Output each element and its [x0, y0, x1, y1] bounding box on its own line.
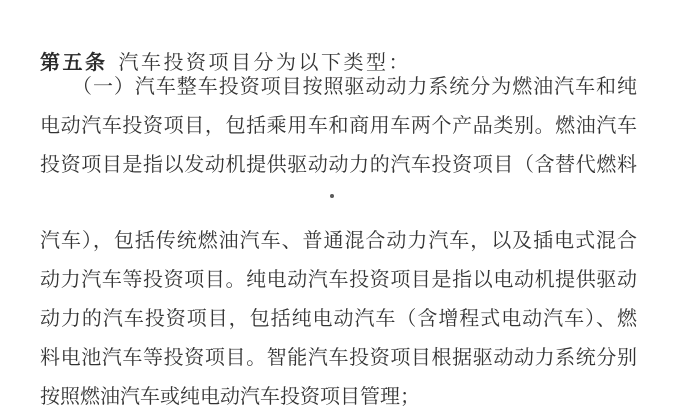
- page-speck-artifact: [330, 194, 334, 198]
- clause-line-6: 动力的汽车投资项目，包括纯电动汽车（含增程式电动汽车）、燃: [40, 308, 637, 330]
- article-heading-text: 汽车投资项目分为以下类型：: [118, 52, 411, 74]
- article-number: 第五条: [40, 52, 108, 74]
- clause-line-5: 动力汽车等投资项目。纯电动汽车投资项目是指以电动机提供驱动: [40, 269, 637, 291]
- clause-line-4: 汽车），包括传统燃油汽车、普通混合动力汽车，以及插电式混合: [40, 230, 637, 252]
- clause-line-8: 按照燃油汽车或纯电动汽车投资项目管理；: [40, 386, 420, 408]
- clause-paragraph-top: [40, 68, 637, 185]
- clause-line-3: 投资项目是指以发动机提供驱动动力的汽车投资项目（含替代燃料: [40, 154, 637, 176]
- clause-line-7: 料电池汽车等投资项目。智能汽车投资项目根据驱动动力系统分别: [40, 347, 637, 369]
- clause-line-2: 电动汽车投资项目，包括乘用车和商用车两个产品类别。燃油汽车: [40, 115, 637, 137]
- clause-line-1: （一）汽车整车投资项目按照驱动动力系统分为燃油汽车和纯: [72, 76, 637, 98]
- clause-paragraph-bottom: [40, 222, 637, 417]
